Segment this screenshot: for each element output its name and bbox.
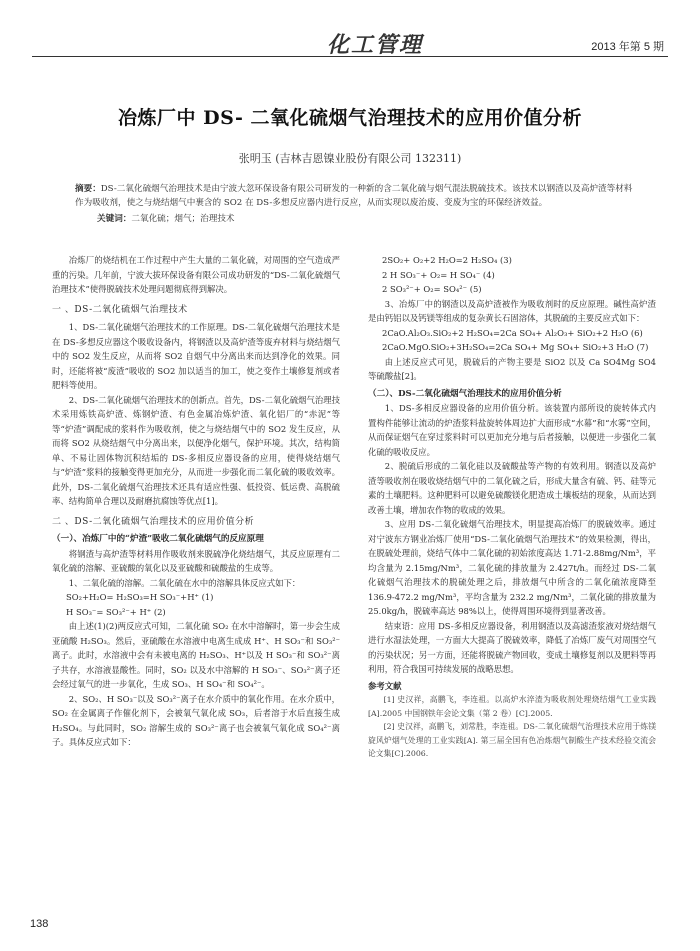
section-2-paragraph-3: 由上述(1)(2)两反应式可知，二氧化硫 SO₂ 在水中溶解时，第一步会生成亚硫酸 H₂SO₃。然后，亚硫酸在水溶液中电离生成成 H⁺、H SO₃⁻和 SO₃²⁻离子。此时，水溶液中会有未被电离的 H₂SO₃、H⁺以及 H SO₃⁻和 SO₃²⁻离子共存，水溶液显酸性。同时，SO₂ 以及水中溶解的 H SO₃⁻、SO₃²⁻离子还会经过氧气的进一步氧化，生成 SO₃、H SO₄⁻和 SO₄²⁻。: [52, 621, 340, 689]
equation-7: 2CaO.MgO.SiO₂+3H₂SO₄=2Ca SO₄+ Mg SO₄+ SiO₂+3 H₂O (7): [382, 342, 649, 352]
section-1-paragraph-1: 1、DS-二氧化硫烟气治理技术的工作原理。DS-二氧化硫烟气治理技术是在 DS-多想反应器这个吸收设备内，将钢渣以及高炉渣等废弃材料与烧结烟气中的 SO2 发生反应，从而将 SO2 自烟气中分离出来而达到净化的效果。同时，还能将被“废渣”吸收的 SO2 加以适当的加工，使之变作土壤修复剂或者肥料等使用。: [52, 322, 340, 390]
right-paragraph-2: 由上述反应式可见，脱硫后的产物主要是 SiO2 以及 Ca SO4Mg SO4 等硫酸盐[2]。: [368, 356, 656, 381]
keywords-text: 二氧化硫；烟气；治理技术: [131, 214, 235, 224]
section-2-heading: 二 、DS-二氧化硫烟气治理技术的应用价值分析: [52, 516, 255, 527]
right-column: [368, 253, 656, 761]
section-1-paragraph-2: 2、DS-二氧化硫烟气治理技术的创新点。首先，DS-二氧化硫烟气治理技术采用炼铁高炉渣、炼钢炉渣、有色金属冶炼炉渣、氧化铝厂的“赤泥”等等“炉渣”调配成的浆料作为吸收剂，使之与烧结烟气中的 SO2 发生反应，从而将 SO2 从烧结烟气中分离出来，以便净化烟气，保护环境。其次，结构简单、不易让固体物沉积结垢的 DS-多相反应器设备的应用，使得烧结烟气与“炉渣”浆料的接触变得更加充分，从而进一步强化而二氧化硫的吸收效率。此外，DS-二氧化硫烟气治理技术还具有适应性强、低投资、低运费、高脱硫率、结构简单合理以及耐磨抗腐蚀等优点[1]。: [52, 394, 340, 506]
issue-label: 2013 年第 5 期: [591, 41, 664, 53]
equation-6: 2CaO.Al₂O₃.SiO₂+2 H₂SO₄=2Ca SO₄+ Al₂O₃+ SiO₂+2 H₂O (6): [382, 327, 643, 338]
keywords: [75, 212, 635, 226]
abstract: [75, 182, 635, 226]
reference-2: [2] 史汉祥，高鹏飞，刘常胜，李连祖。DS-二氧化硫烟气治理技术应用于炼镁旋风炉烟气处理的工业实践[A]. 第三届全国有色冶炼烟气制酸生产技术经验交流会论文集[C].2006.: [368, 722, 656, 758]
right-paragraph-4: 2、脱硫后形成的二氧化硅以及硫酸盐等产物的有效利用。钢渣以及高炉渣等吸收剂在吸收烧结烟气中的二氧化硫之后，形成大量含有硫、钙、硅等元素的土壤肥料。这种肥料可以避免硫酸镁化肥造成土壤板结的现象，从而达到改善土壤，增加农作物的收成的效果。: [368, 461, 656, 515]
section-2-paragraph-1: 将钢渣与高炉渣等材料用作吸收剂来脱硫净化烧结烟气，其反应原理有二氧化硫的溶解、亚硫酸的氧化以及亚硫酸和硫酸盐的生成等。: [52, 548, 340, 573]
equation-1: SO₂+H₂O= H₂SO₃=H SO₃⁻+H⁺ (1): [66, 592, 214, 602]
right-paragraph-1: 3、冶炼厂中的钢渣以及高炉渣被作为吸收剂时的反应原理。碱性高炉渣是由钙铝以及钙镁等组成的复杂黄长石固溶体，其脱硫的主要反应式如下：: [368, 298, 656, 323]
abstract-text: DS-二氧化硫烟气治理技术是由宁波大忽环保设备有限公司研发的一种新的含二氧化硫与烟气混法脱硫技术。该技术以钢渣以及高炉渣等材料作为吸收剂，使之与烧结烟气中裹含的 SO2 在 DS-多想反应器内进行反应，从而实现以废治废、变废为宝的环保经济效益。: [75, 184, 633, 208]
subsection-2-1-heading: （一）、冶炼厂中的“炉渣”吸收二氧化硫烟气的反应原理: [52, 534, 264, 544]
page-number: 138: [30, 918, 49, 930]
journal-logo: 化工管理: [327, 32, 424, 58]
equation-5: 2 SO₃²⁻+ O₂= SO₄²⁻ (5): [382, 284, 482, 294]
equation-3: 2SO₂+ O₂+2 H₂O=2 H₂SO₄ (3): [382, 255, 512, 265]
equation-2: H SO₃⁻= SO₃²⁻+ H⁺ (2): [66, 606, 166, 617]
section-2-paragraph-4: 2、SO₂、H SO₃⁻以及 SO₃²⁻离子在水介质中的氧化作用。在水介质中，SO₂ 在金属离子作催化剂下，会被氧气氧化成 SO₃，后者溶于水后直接生成 H₂SO₄。与此同时，SO₂ 溶解生成的 SO₃²⁻离子也会被氧气氧化成 SO₄²⁻离子。具体反应式如下：: [52, 693, 340, 747]
section-1-heading: 一 、DS-二氧化硫烟气治理技术: [52, 304, 188, 315]
abstract-body: [75, 182, 635, 210]
article-title: 冶炼厂中 DS- 二氧化硫烟气治理技术的应用价值分析: [117, 107, 582, 129]
author-line: 张明玉 (吉林吉恩镍业股份有限公司 132311): [238, 152, 462, 165]
right-paragraph-5: 3、应用 DS-二氧化硫烟气治理技术，明显提高冶炼厂的脱硫效率。通过对宁波东方钢业冶炼厂使用“DS-二氧化硫烟气治理技术”的效果检测，得出，在脱硫处理前，烧结气体中二氧化硫的初始浓度高达 1.71-2.88mg/Nm³，平均含量为 2.15mg/Nm³，二氧化硫的排放量为 2.427t/h。而经过 DS-二氧化硫烟气治理技术的脱硫处理之后，排放烟气中所含的二氧化硫浓度降至 136.9-472.2 mg/Nm³，平均含量为 232.2 mg/Nm³，二氧化硫的排放量为 25.0kg/h，脱硫率高达 98%以上，使得周围环境得到显著改善。: [368, 519, 656, 616]
keywords-label: 关键词：: [97, 214, 132, 224]
equation-4: 2 H SO₃⁻+ O₂= H SO₄⁻ (4): [382, 269, 495, 280]
left-column: [52, 253, 340, 750]
reference-1: [1] 史汉祥，高鹏飞，李连祖。以高炉水淬渣为吸收剂处理烧结烟气工业实践[A].2005 中国钢铁年会论文集（第 2 卷）[C].2005.: [368, 695, 656, 718]
subsection-2-2-heading: （二）、DS-二氧化硫烟气治理技术的应用价值分析: [368, 388, 562, 399]
page-header: [32, 28, 668, 57]
section-2-paragraph-2: 1、二氧化硫的溶解。二氧化硫在水中的溶解具体反应式如下：: [68, 577, 301, 588]
right-paragraph-3: 1、DS-多相反应器设备的应用价值分析。该装置内部所设的旋转体式内置构件能够让流动的炉渣浆料盐旋转体周边扩大面形成“水幕”和“水雾”空间，从而保证烟气在穿过浆料时可以更加充分地与后者接触，以便进一步强化二氧化硫的吸收反应。: [368, 403, 656, 457]
references-heading: 参考文献: [368, 680, 402, 691]
intro-paragraph: 冶炼厂的烧结机在工作过程中产生大量的二氧化硫，对周围的空气造成严重的污染。几年前，宁波大拔环保设备有限公司成功研发的“DS-二氧化硫烟气治理技术”使得脱硫技术处理问题彻底得到解决。: [52, 255, 340, 294]
conclusion-paragraph: 结束语：应用 DS-多相反应器设备，利用钢渣以及高滤渣浆液对烧结烟气进行水湿法处理，一方面大大提高了脱硫效率，降低了冶炼厂废气对周围空气的污染状况；另一方面，还能将脱硫产物回收，变成土壤修复剂以及肥料等再利用，符合我国可持续发展的战略思想。: [368, 620, 656, 674]
abstract-label: 摘要：: [75, 184, 101, 194]
